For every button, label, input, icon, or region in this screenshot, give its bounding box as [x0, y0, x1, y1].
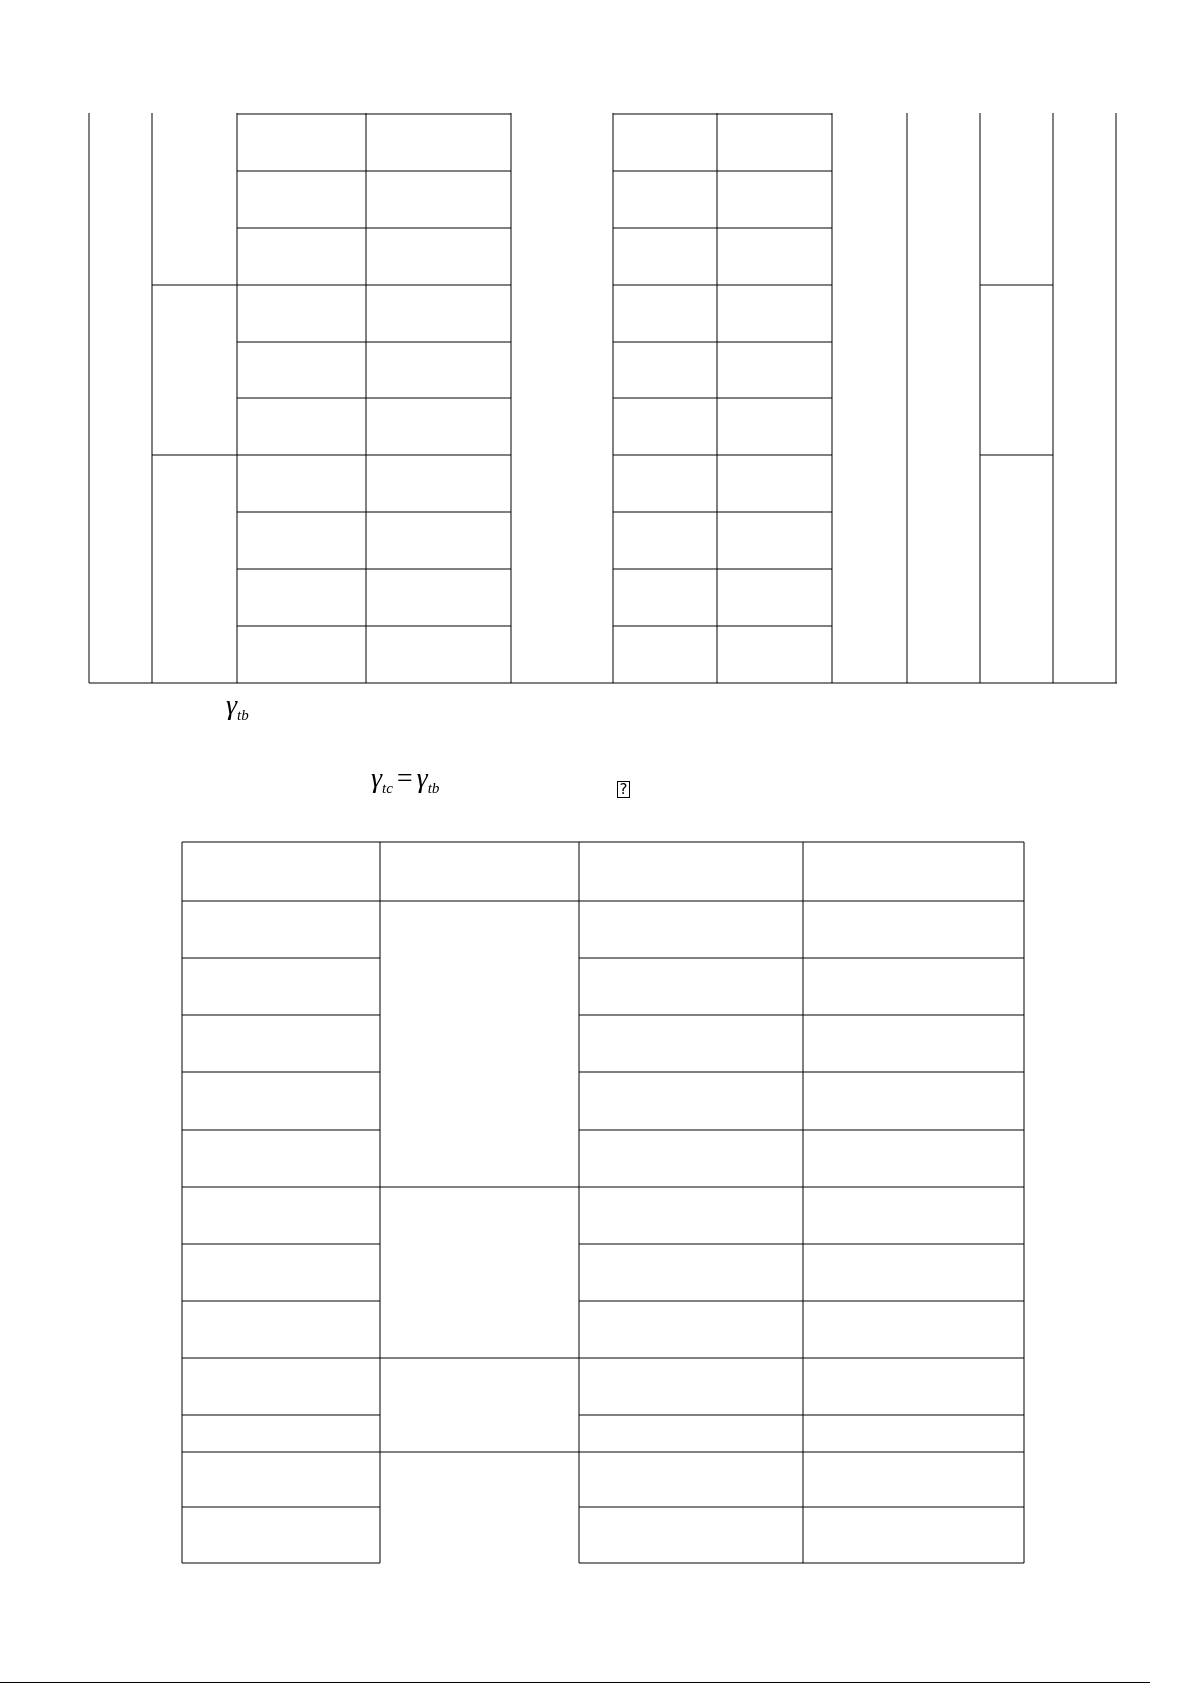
gamma-symbol: γ [226, 690, 238, 721]
gamma-tb-symbol [226, 692, 249, 724]
rhs-symbol: γ [416, 763, 428, 794]
equals-sign: = [396, 763, 413, 794]
missing-glyph-icon: ? [617, 781, 630, 798]
gamma-subscript: tb [237, 708, 249, 724]
lhs-symbol: γ [371, 763, 383, 794]
footer-rule [0, 1682, 1150, 1683]
gamma-tc-equation [371, 765, 439, 797]
upper-table [0, 0, 1192, 700]
rhs-subscript: tb [427, 781, 440, 797]
lhs-subscript: tc [382, 781, 393, 797]
